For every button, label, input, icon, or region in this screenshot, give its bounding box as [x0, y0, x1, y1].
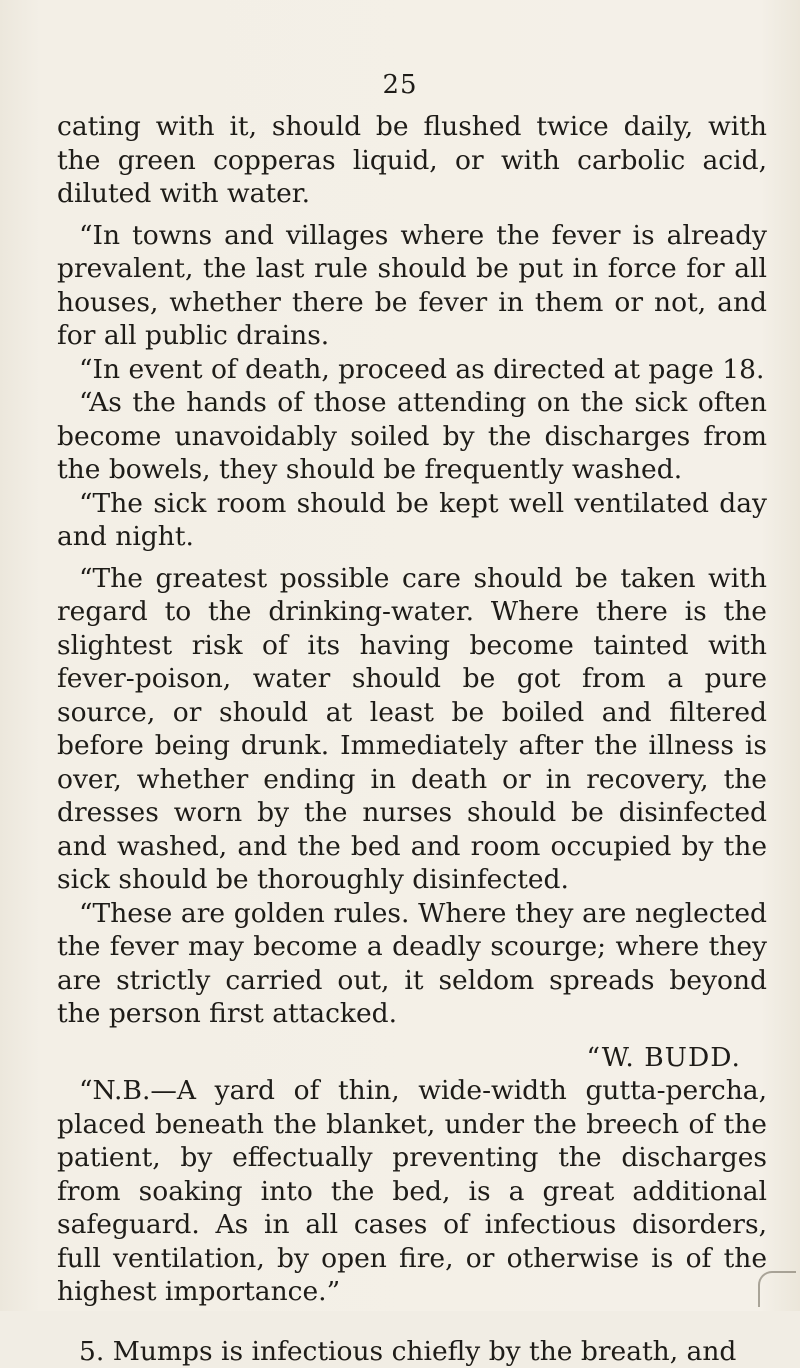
page-corner-mark: [758, 1271, 796, 1307]
body-text: [57, 110, 767, 1368]
signature: “W. BUDD.: [57, 1041, 741, 1075]
page-number: 25: [360, 70, 440, 100]
paragraph-drinking-water: “The greatest possible care should be taken with regard to the drinking-water. Where there is the slightest risk of its having become tainted with fever-poison, water should be got from a pure source, or should at least be boiled and filtered before being drunk. Immediately after the illness is over, whether ending in death or in recovery, the dresses worn by the nurses should be disinfected and washed, and the bed and room occupied by the sick should be thoroughly disinfected.: [57, 562, 767, 897]
paragraph-hands-washing: “As the hands of those attending on the sick often become unavoidably soiled by the discharges from the bowels, they should be frequently washed.: [57, 386, 767, 487]
paragraph-note: “N.B.—A yard of thin, wide-width gutta-percha, placed beneath the blanket, under the breech of the patient, by effectually preventing the discharges from soaking into the bed, is a great additional safeguard. As in all cases of infectious disorders, full ventilation, by open fire, or otherwise is of the highest importance.”: [57, 1074, 767, 1309]
paragraph-event-of-death: “In event of death, proceed as directed at page 18.: [57, 353, 767, 387]
paragraph-section-5: 5. Mumps is infectious chiefly by the breath, and: [57, 1335, 767, 1368]
paragraph-golden-rules: “These are golden rules. Where they are neglected the fever may become a deadly scourge; where they are strictly carried out, it seldom spreads beyond the person first attacked.: [57, 897, 767, 1031]
paragraph-ventilation: “The sick room should be kept well ventilated day and night.: [57, 487, 767, 554]
paragraph-towns-villages: “In towns and villages where the fever is already prevalent, the last rule should be put in force for all houses, whether there be fever in them or not, and for all public drains.: [57, 219, 767, 353]
paragraph-continuation: cating with it, should be flushed twice daily, with the green copperas liquid, or with carbolic acid, diluted with water.: [57, 110, 767, 211]
